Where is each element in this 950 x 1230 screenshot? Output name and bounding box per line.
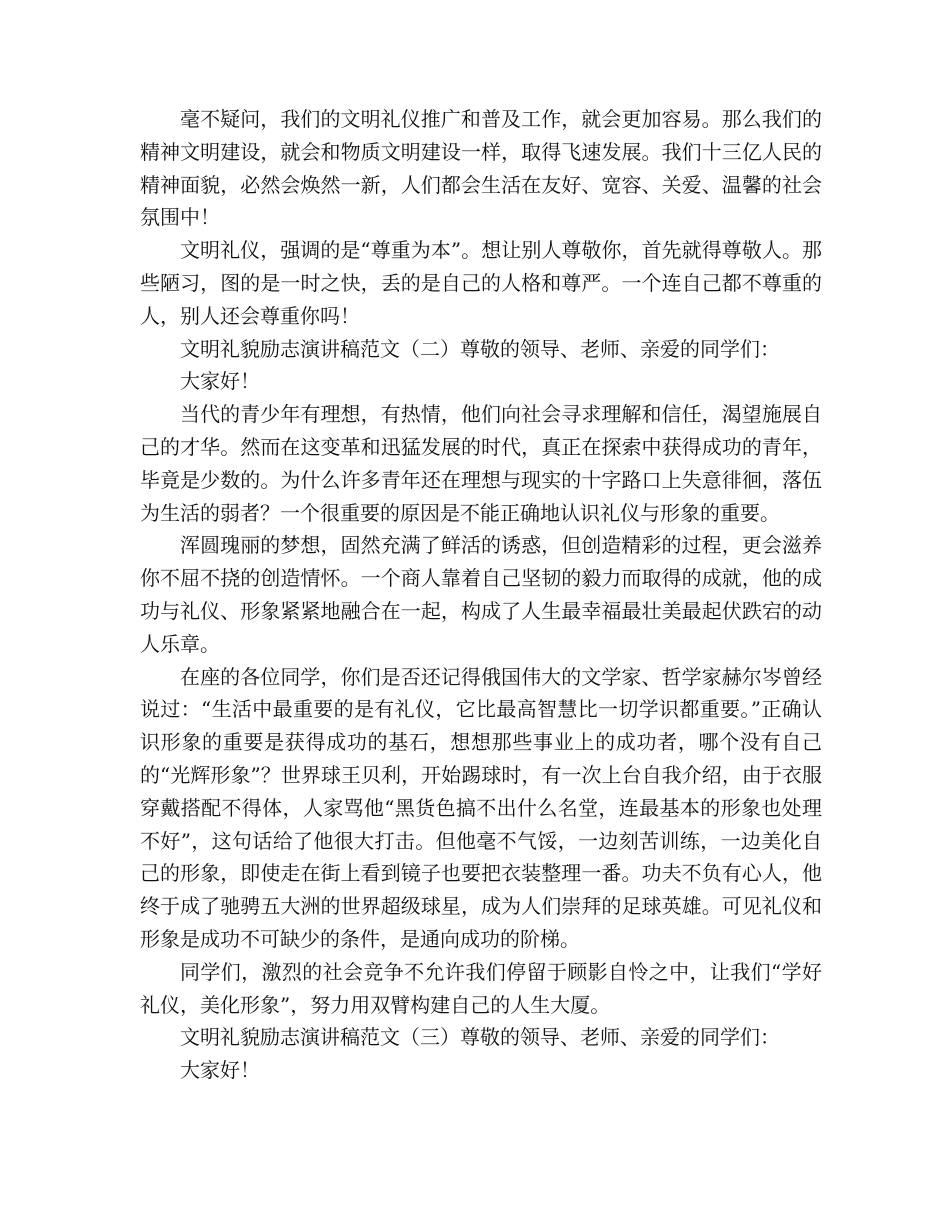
greeting: 大家好！ xyxy=(180,1058,260,1083)
paragraph: 同学们，激烈的社会竞争不允许我们停留于顾影自怜之中，让我们“学好礼仪，美化形象”，努力用双臂构建自己的人生大厦。 xyxy=(140,959,822,1017)
paragraph: 文明礼仪，强调的是“尊重为本”。想让别人尊敬你，首先就得尊敬人。那些陋习，图的是一时之快，丢的是自己的人格和尊严。一个连自己都不尊重的人，别人还会尊重你吗！ xyxy=(140,238,822,328)
section-heading: 文明礼貌励志演讲稿范文（二）尊敬的领导、老师、亲爱的同学们： xyxy=(180,336,780,361)
document-body xyxy=(140,103,822,1087)
paragraph: 浑圆瑰丽的梦想，固然充满了鲜活的诱惑，但创造精彩的过程，更会滋养你不屈不挠的创造情怀。一个商人靠着自己坚韧的毅力而取得的成就，他的成功与礼仪、形象紧紧地融合在一起，构成了人生最幸福最壮美最起伏跌宕的动人乐章。 xyxy=(140,533,822,656)
paragraph: 在座的各位同学，你们是否还记得俄国伟大的文学家、哲学家赫尔岑曾经说过：“生活中最重要的是有礼仪，它比最高智慧比一切学识都重要。”正确认识形象的重要是获得成功的基石，想想那些事业上的成功者，哪个没有自己的“光辉形象”？世界球王贝利，开始踢球时，有一次上台自我介绍，由于衣服穿戴搭配不得体，人家骂他“黑货色搞不出什么名堂，连最基本的形象也处理不好”，这句话给了他很大打击。但他毫不气馁，一边刻苦训练，一边美化自己的形象，即使走在街上看到镜子也要把衣装整理一番。功夫不负有心人，他终于成了驰骋五大洲的世界超级球星，成为人们崇拜的足球英雄。可见礼仪和形象是成功不可缺少的条件，是通向成功的阶梯。 xyxy=(140,664,822,951)
section-heading: 文明礼貌励志演讲稿范文（三）尊敬的领导、老师、亲爱的同学们： xyxy=(180,1025,780,1050)
paragraph: 当代的青少年有理想，有热情，他们向社会寻求理解和信任，渴望施展自己的才华。然而在这变革和迅猛发展的时代，真正在探索中获得成功的青年，毕竟是少数的。为什么许多青年还在理想与现实的十字路口上失意徘徊，落伍为生活的弱者？一个很重要的原因是不能正确地认识礼仪与形象的重要。 xyxy=(140,402,822,525)
greeting: 大家好！ xyxy=(180,369,260,394)
paragraph: 毫不疑问，我们的文明礼仪推广和普及工作，就会更加容易。那么我们的精神文明建设，就会和物质文明建设一样，取得飞速发展。我们十三亿人民的精神面貌，必然会焕然一新，人们都会生活在友好、宽容、关爱、温馨的社会氛围中！ xyxy=(140,107,822,230)
